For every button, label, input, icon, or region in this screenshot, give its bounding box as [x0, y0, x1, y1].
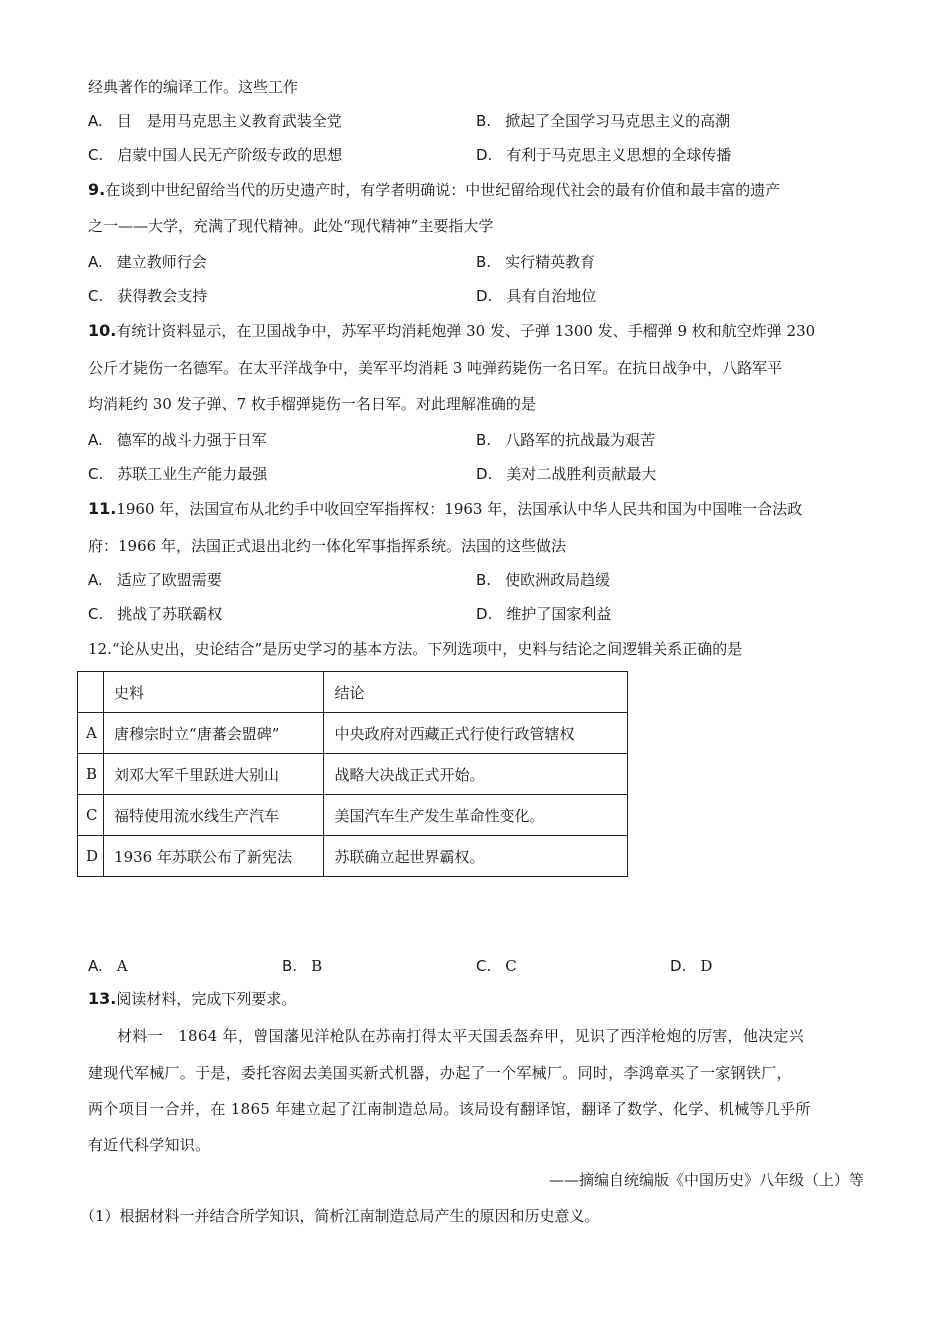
table-header-cell: 结论 [324, 672, 628, 713]
q11-stem-line1: 11.1960 年，法国宣布从北约手中收回空军指挥权：1963 年，法国承认中华人民共和国为中国唯一合法政 [88, 499, 803, 518]
table-cell: 1936 年苏联公布了新宪法 [104, 836, 324, 877]
q13-stem: 13.阅读材料，完成下列要求。 [88, 989, 297, 1008]
q13-material-line4: 有近代科学知识。 [88, 1136, 211, 1154]
q13-sub-question-1: （1）根据材料一并结合所学知识，简析江南制造总局产生的原因和历史意义。 [80, 1207, 600, 1225]
q10-stem-line2: 公斤才毙伤一名德军。在太平洋战争中，美军平均消耗 3 吨弹药毙伤一名日军。在抗日战争中，八路军平 [88, 359, 783, 377]
table-row [78, 713, 628, 754]
q12-option-c[interactable]: C. C [476, 957, 517, 975]
q13-material-line1: 材料一 1864 年，曾国藩见洋枪队在苏南打得太平天国丢盔弃甲，见识了西洋枪炮的厉害，他决定兴 [117, 1027, 805, 1045]
q10-option-b[interactable]: B. 八路军的抗战最为艰苦 [476, 431, 656, 449]
table-row [78, 836, 628, 877]
q12-option-d[interactable]: D. D [670, 957, 713, 975]
q9-option-b[interactable]: B. 实行精英教育 [476, 253, 596, 271]
table-cell: C [78, 795, 104, 836]
table-row [78, 754, 628, 795]
q12-source-table [77, 671, 628, 877]
q10-option-c[interactable]: C. 苏联工业生产能力最强 [88, 465, 268, 483]
table-cell: B [78, 754, 104, 795]
table-cell: 中央政府对西藏正式行使行政管辖权 [324, 713, 628, 754]
table-header-row [78, 672, 628, 713]
table-cell: 苏联确立起世界霸权。 [324, 836, 628, 877]
table-cell: 战略大决战正式开始。 [324, 754, 628, 795]
table-header-cell: 史料 [104, 672, 324, 713]
q9-stem-line1: 9.在谈到中世纪留给当代的历史遗产时，有学者明确说：中世纪留给现代社会的最有价值和最丰富的遗产 [88, 180, 781, 199]
q11-option-b[interactable]: B. 使欧洲政局趋缓 [476, 571, 611, 589]
q12-option-b[interactable]: B. B [282, 957, 323, 975]
q12-stem: 12.“论从史出，史论结合”是历史学习的基本方法。下列选项中，史料与结论之间逻辑关系正确的是 [88, 640, 743, 658]
table-cell: A [78, 713, 104, 754]
q9-stem-line2: 之一——大学，充满了现代精神。此处“现代精神”主要指大学 [88, 217, 494, 235]
q10-option-d[interactable]: D. 美对二战胜利贡献最大 [476, 465, 657, 483]
table-cell: 美国汽车生产发生革命性变化。 [324, 795, 628, 836]
q12-option-a[interactable]: A. A [88, 957, 128, 975]
q10-stem-line3: 均消耗约 30 发子弹、7 枚手榴弹毙伤一名日军。对此理解准确的是 [88, 395, 536, 413]
q8-option-d[interactable]: D. 有利于马克思主义思想的全球传播 [476, 146, 732, 164]
table-cell: 唐穆宗时立“唐蕃会盟碑” [104, 713, 324, 754]
table-cell: D [78, 836, 104, 877]
q9-option-c[interactable]: C. 获得教会支持 [88, 287, 208, 305]
q11-option-a[interactable]: A. 适应了欧盟需要 [88, 571, 222, 589]
q9-option-d[interactable]: D. 具有自治地位 [476, 287, 597, 305]
q8-option-c[interactable]: C. 启蒙中国人民无产阶级专政的思想 [88, 146, 343, 164]
q11-number: 11. [88, 499, 117, 518]
q9-number: 9. [88, 180, 106, 199]
q10-option-a[interactable]: A. 德军的战斗力强于日军 [88, 431, 267, 449]
q8-stem-tail: 经典著作的编译工作。这些工作 [88, 78, 299, 96]
q8-option-b[interactable]: B. 掀起了全国学习马克思主义的高潮 [476, 112, 731, 130]
q13-material-line3: 两个项目一合并，在 1865 年建立起了江南制造总局。该局设有翻译馆，翻译了数学、化学、机械等几乎所 [88, 1100, 811, 1118]
q11-option-c[interactable]: C. 挑战了苏联霸权 [88, 605, 223, 623]
q10-stem-line1: 10.有统计资料显示，在卫国战争中，苏军平均消耗炮弹 30 发、子弹 1300 发、手榴弹 9 枚和航空炸弹 230 [88, 321, 816, 340]
q13-material-source: ——摘编自统编版《中国历史》八年级（上）等 [548, 1171, 864, 1189]
q13-number: 13. [88, 989, 117, 1008]
table-cell: 刘邓大军千里跃进大别山 [104, 754, 324, 795]
table-header-cell [78, 672, 104, 713]
q9-option-a[interactable]: A. 建立教师行会 [88, 253, 207, 271]
table-row [78, 795, 628, 836]
q11-option-d[interactable]: D. 维护了国家利益 [476, 605, 612, 623]
q8-option-a[interactable]: A. 目 是用马克思主义教育武装全党 [88, 112, 342, 130]
q11-stem-line2: 府：1966 年，法国正式退出北约一体化军事指挥系统。法国的这些做法 [88, 537, 566, 555]
table-cell: 福特使用流水线生产汽车 [104, 795, 324, 836]
q10-number: 10. [88, 321, 117, 340]
q13-material-line2: 建现代军械厂。于是，委托容闳去美国买新式机器，办起了一个军械厂。同时，李鸿章买了一家钢铁厂， [88, 1064, 792, 1082]
